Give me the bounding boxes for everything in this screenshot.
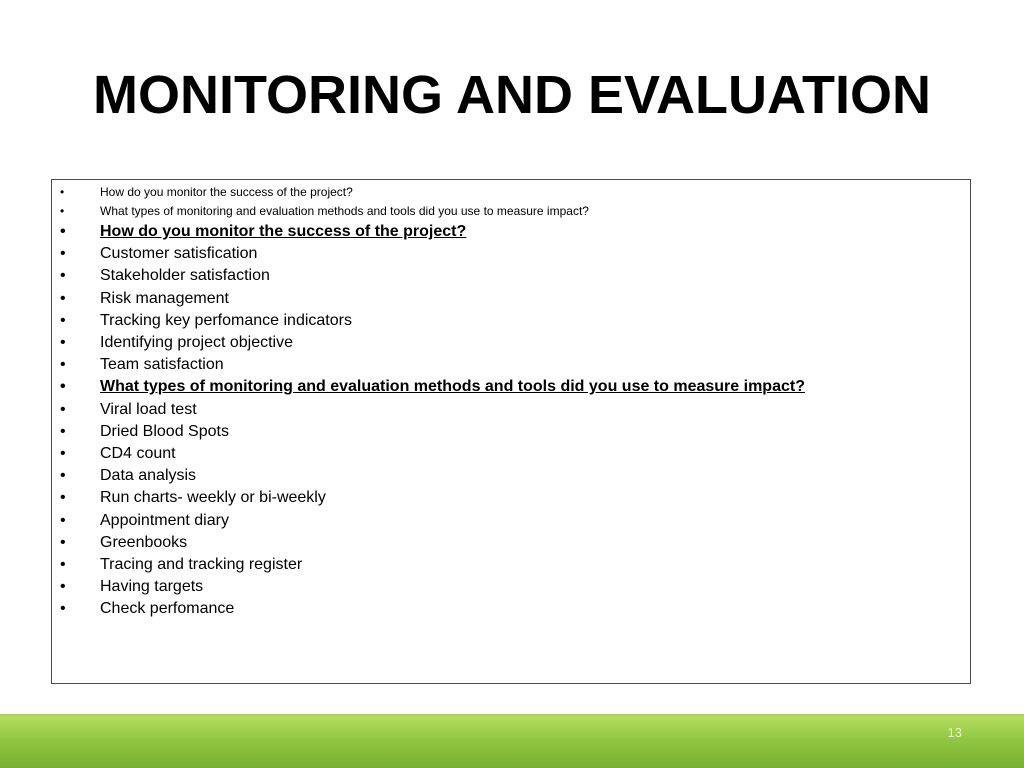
list-item: [52, 598, 970, 620]
list-item: [52, 487, 970, 509]
list-item-text: Run charts- weekly or bi-weekly: [100, 489, 326, 507]
bullet-icon: •: [60, 267, 66, 285]
list-item: [52, 288, 970, 310]
list-item-text: Tracing and tracking register: [100, 556, 303, 574]
bullet-icon: •: [60, 356, 66, 374]
slide-title: MONITORING AND EVALUATION: [93, 65, 931, 125]
list-item: [52, 465, 970, 487]
list-item: [52, 510, 970, 532]
list-item: [52, 310, 970, 332]
list-item-text: How do you monitor the success of the project?: [100, 185, 353, 199]
bullet-icon: •: [60, 422, 66, 440]
bullet-icon: •: [60, 556, 66, 574]
bullet-icon: •: [60, 311, 66, 329]
bullet-icon: •: [60, 289, 66, 307]
list-item-text: Check perfomance: [100, 600, 235, 618]
list-item-text: Data analysis: [100, 467, 197, 485]
content-text-box[interactable]: [51, 179, 971, 684]
list-item: [52, 202, 970, 221]
bullet-icon: •: [60, 445, 66, 463]
list-item: [52, 554, 970, 576]
list-item: [52, 221, 970, 243]
bullet-icon: •: [60, 245, 66, 263]
list-item-text: What types of monitoring and evaluation methods and tools did you use to measure impact?: [100, 204, 589, 218]
list-item-text: Having targets: [100, 578, 204, 596]
list-item-text: Customer satisfication: [100, 245, 258, 263]
list-item-text: Team satisfaction: [100, 356, 224, 374]
list-item: [52, 265, 970, 287]
list-item-text: Stakeholder satisfaction: [100, 267, 270, 285]
list-item-text: Appointment diary: [100, 511, 229, 529]
bullet-icon: •: [60, 223, 66, 240]
list-item: [52, 421, 970, 443]
bullet-icon: •: [60, 578, 66, 596]
list-item: [52, 332, 970, 354]
bullet-icon: •: [60, 600, 66, 618]
footer-bar: [0, 714, 1024, 768]
list-item: [52, 243, 970, 265]
list-item: [52, 354, 970, 376]
bullet-icon: •: [60, 533, 66, 551]
list-item-text: CD4 count: [100, 445, 176, 463]
list-item: [52, 183, 970, 202]
bullet-icon: •: [60, 185, 65, 199]
list-item: [52, 376, 970, 398]
list-item-text: Dried Blood Spots: [100, 422, 229, 440]
bullet-icon: •: [60, 378, 66, 396]
list-item-text: How do you monitor the success of the project?: [100, 223, 467, 240]
list-item: [52, 532, 970, 554]
list-item-text: What types of monitoring and evaluation methods and tools did you use to measure impact?: [100, 378, 805, 396]
list-item-text: Risk management: [100, 289, 229, 307]
bullet-icon: •: [60, 400, 66, 418]
list-item-text: Tracking key perfomance indicators: [100, 311, 352, 329]
bullet-icon: •: [60, 467, 66, 485]
bullet-icon: •: [60, 511, 66, 529]
bullet-icon: •: [60, 334, 66, 352]
bullet-list: [52, 183, 970, 621]
list-item: [52, 443, 970, 465]
bullet-icon: •: [60, 204, 65, 218]
list-item: [52, 399, 970, 421]
bullet-icon: •: [60, 489, 66, 507]
list-item-text: Identifying project objective: [100, 334, 293, 352]
list-item-text: Greenbooks: [100, 533, 188, 551]
list-item: [52, 576, 970, 598]
slide-number: 13: [947, 725, 962, 740]
list-item-text: Viral load test: [100, 400, 197, 418]
